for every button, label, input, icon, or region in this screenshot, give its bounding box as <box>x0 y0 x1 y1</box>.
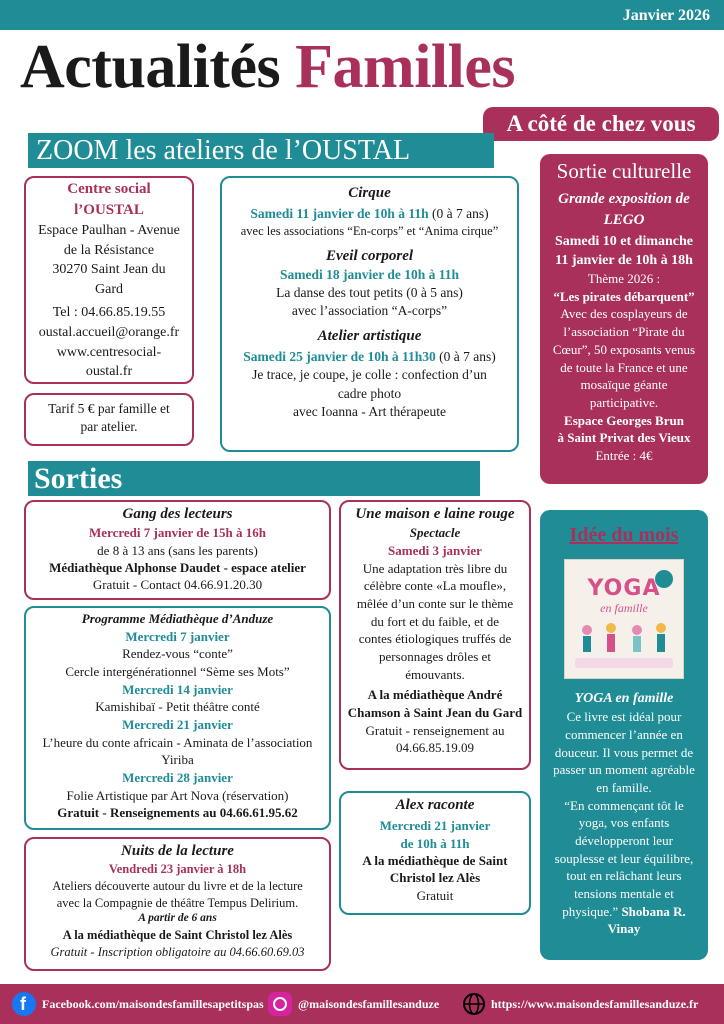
facebook-link[interactable]: Facebook.com/maisondesfamillesapetitspas <box>42 997 264 1011</box>
event-place: A la médiathèque de Saint <box>362 852 508 868</box>
event-subtitle: Spectacle <box>409 525 461 541</box>
centre-social-card <box>24 176 194 384</box>
event-contact: Gratuit - Contact 04.66.91.20.30 <box>92 577 263 593</box>
footer-bar <box>0 984 724 1024</box>
event-description: contes étiologiques truffés de <box>358 631 512 647</box>
title-word-familles: Familles <box>295 33 516 101</box>
expo-description: Cœur”, 50 exposants venus <box>552 341 696 357</box>
expo-date: 11 janvier de 10h à 18h <box>555 253 693 269</box>
expo-description: Avec des cosplayeurs de <box>560 306 688 322</box>
address-line: Gard <box>95 281 123 297</box>
tarif-line: par atelier. <box>80 419 138 435</box>
sortie-title: Sortie culturelle <box>556 159 692 183</box>
atelier-description: Je trace, je coupe, je colle : confection d’un <box>252 367 487 383</box>
expo-title: Grande exposition de <box>558 191 690 208</box>
quote-author: Vinay <box>607 921 641 937</box>
title-word-actualites: Actualités <box>20 33 281 101</box>
website-link[interactable]: www.centresocial- <box>56 344 162 360</box>
event-date: de 10h à 11h <box>400 835 470 851</box>
atelier-title: Atelier artistique <box>317 328 422 345</box>
expo-theme-name: “Les pirates débarquent” <box>553 288 695 304</box>
event-info: Gratuit - Inscription obligatoire au 04.66.60.69.03 <box>50 944 305 959</box>
atelier-age: (0 à 7 ans) <box>428 206 489 222</box>
website-link[interactable]: https://www.maisondesfamillesanduze.fr <box>491 997 699 1011</box>
gang-des-lecteurs-card <box>24 500 331 600</box>
event-date: Mercredi 28 janvier <box>122 770 233 786</box>
event-description: L’heure du conte africain - Aminata de l’association <box>42 734 313 750</box>
top-banner <box>0 0 724 30</box>
phone-number: Tel : 04.66.85.19.55 <box>52 305 166 321</box>
centre-name-line1: Centre social <box>67 181 151 197</box>
tarif-card <box>24 393 194 446</box>
book-cover-title: YOGA <box>587 576 661 602</box>
nuits-de-la-lecture-card <box>24 837 331 971</box>
atelier-description: cadre photo <box>337 385 402 401</box>
event-description: célèbre conte «La moufle», <box>363 578 507 594</box>
sorties-section-header: Sorties <box>28 461 480 496</box>
address-line: 30270 Saint Jean du <box>52 262 166 278</box>
expo-place: à Saint Privat des Vieux <box>557 430 691 446</box>
event-description: émouvants. <box>405 666 465 682</box>
book-description: passer un moment agréable <box>553 762 695 778</box>
event-description: avec la Compagnie de théâtre Tempus Delirium. <box>56 895 299 910</box>
address-line: de la Résistance <box>63 242 155 258</box>
event-description: du fort et du faible, et de <box>370 613 500 629</box>
centre-name-line2: l’OUSTAL <box>74 202 144 218</box>
ateliers-card <box>220 176 519 452</box>
event-description: Une adaptation très libre du <box>362 560 508 576</box>
event-info: Gratuit - Renseignements au 04.66.61.95.62 <box>57 805 298 821</box>
facebook-icon[interactable]: f <box>12 992 36 1016</box>
event-date: Mercredi 14 janvier <box>122 681 233 697</box>
event-info: 04.66.85.19.09 <box>396 740 474 756</box>
sortie-culturelle-panel <box>540 154 708 484</box>
instagram-link[interactable]: @maisondesfamillesanduze <box>298 997 440 1011</box>
atelier-description: La danse des tout petits (0 à 5 ans) <box>276 285 463 301</box>
event-description: Rendez-vous “conte” <box>122 646 233 662</box>
event-title: Gang des lecteurs <box>122 506 233 522</box>
event-date: Mercredi 7 janvier de 15h à 16h <box>89 525 266 541</box>
book-description: Ce livre est idéal pour <box>566 709 682 725</box>
event-title: Nuits de la lecture <box>121 843 234 859</box>
event-place: Chamson à Saint Jean du Gard <box>347 705 523 721</box>
book-quote: tensions mentale et <box>574 885 674 901</box>
atelier-description: avec Ioanna - Art thérapeute <box>293 403 446 419</box>
tagline-banner: A côté de chez vous <box>483 107 719 141</box>
expo-place: Espace Georges Brun <box>564 412 684 428</box>
atelier-date: Samedi 25 janvier de 10h à 11h30 <box>243 349 436 365</box>
address-line: Espace Paulhan - Avenue <box>38 223 180 238</box>
event-info: Gratuit <box>416 887 454 903</box>
book-caption: YOGA en famille <box>574 691 674 707</box>
expo-description: l’association “Pirate du <box>563 324 685 340</box>
atelier-description: avec les associations “En-corps” et “Anima cirque” <box>240 224 499 239</box>
book-cover-subtitle: en famille <box>600 601 648 616</box>
event-age: de 8 à 13 ans (sans les parents) <box>97 542 258 558</box>
event-date: Mercredi 21 janvier <box>379 818 491 834</box>
book-description: commencer l’année en <box>565 726 683 742</box>
maison-laine-rouge-card <box>339 500 531 770</box>
event-title: Une maison e laine rouge <box>355 506 515 522</box>
email-address[interactable]: oustal.accueil@orange.fr <box>38 324 180 340</box>
programme-mediatheque-card <box>24 606 331 830</box>
zoom-section-header: ZOOM les ateliers de l’OUSTAL <box>28 133 494 168</box>
expo-title: LEGO <box>603 211 645 228</box>
event-description: mêlée d’un conte sur le thème <box>356 596 514 612</box>
book-description: en famille. <box>596 779 652 795</box>
quote-author: Shobana R. <box>618 903 686 919</box>
website-link[interactable]: oustal.fr <box>85 364 133 380</box>
atelier-title: Eveil corporel <box>325 247 414 264</box>
event-description: personnages drôles et <box>379 649 491 665</box>
event-description: Yiriba <box>161 752 194 768</box>
expo-description: participative. <box>589 394 659 410</box>
event-info: Gratuit - renseignement au <box>365 722 505 738</box>
expo-description: mosaïque géante <box>580 377 668 393</box>
expo-date: Samedi 10 et dimanche <box>554 234 694 250</box>
event-place: Christol lez Alès <box>389 870 481 886</box>
event-description: Ateliers découverte autour du livre et de la lecture <box>52 878 303 893</box>
book-quote: développeront leur <box>575 832 673 848</box>
event-title: Programme Médiathèque d’Anduze <box>81 611 274 626</box>
event-description: Kamishibaï - Petit théâtre conté <box>95 699 260 715</box>
event-place: Médiathèque Alphonse Daudet - espace atelier <box>49 559 306 575</box>
globe-icon[interactable] <box>462 992 486 1016</box>
event-place: A la médiathèque André <box>367 687 503 703</box>
atelier-date: Samedi 11 janvier de 10h à 11h <box>250 206 429 222</box>
instagram-icon[interactable] <box>268 992 292 1016</box>
event-age: A partir de 6 ans <box>138 912 217 925</box>
issue-month: Janvier 2026 <box>622 7 710 24</box>
event-date: Mercredi 21 janvier <box>122 717 233 733</box>
event-description: Folie Artistique par Art Nova (réservation) <box>66 787 289 803</box>
atelier-description: avec l’association “A-corps” <box>291 303 448 319</box>
book-quote: “En commençant tôt le <box>564 797 684 813</box>
book-description: douceur. Il vous permet de <box>554 744 694 760</box>
expo-theme: Thème 2026 : <box>587 271 661 287</box>
atelier-date: Samedi 18 janvier de 10h à 11h <box>279 267 460 283</box>
event-date: Mercredi 7 janvier <box>125 628 230 644</box>
book-quote: souplesse et leur équilibre, <box>554 850 694 866</box>
expo-description: de toute la France et une <box>560 359 688 375</box>
yoga-figures-illustration <box>565 560 683 678</box>
book-cover-image <box>564 559 684 679</box>
book-quote: yoga, vos enfants <box>578 815 670 831</box>
alex-raconte-card <box>339 791 531 915</box>
tarif-line: Tarif 5 € par famille et <box>48 401 170 416</box>
book-quote: tout en relâchant leurs <box>566 868 682 884</box>
book-quote: physique.” <box>562 903 619 919</box>
event-date: Samedi 3 janvier <box>388 543 482 559</box>
page-title <box>20 30 515 104</box>
event-description: Cercle intergénérationnel “Sème ses Mots” <box>65 664 290 680</box>
atelier-title: Cirque <box>348 185 391 201</box>
idee-title: Idée du mois <box>569 524 679 546</box>
atelier-age: (0 à 7 ans) <box>435 349 496 365</box>
event-title: Alex raconte <box>395 797 475 813</box>
event-place: A la médiathèque de Saint Christol lez Alès <box>62 927 293 942</box>
expo-price: Entrée : 4€ <box>595 447 653 463</box>
event-date: Vendredi 23 janvier à 18h <box>108 862 247 877</box>
idee-du-mois-panel <box>540 510 708 960</box>
